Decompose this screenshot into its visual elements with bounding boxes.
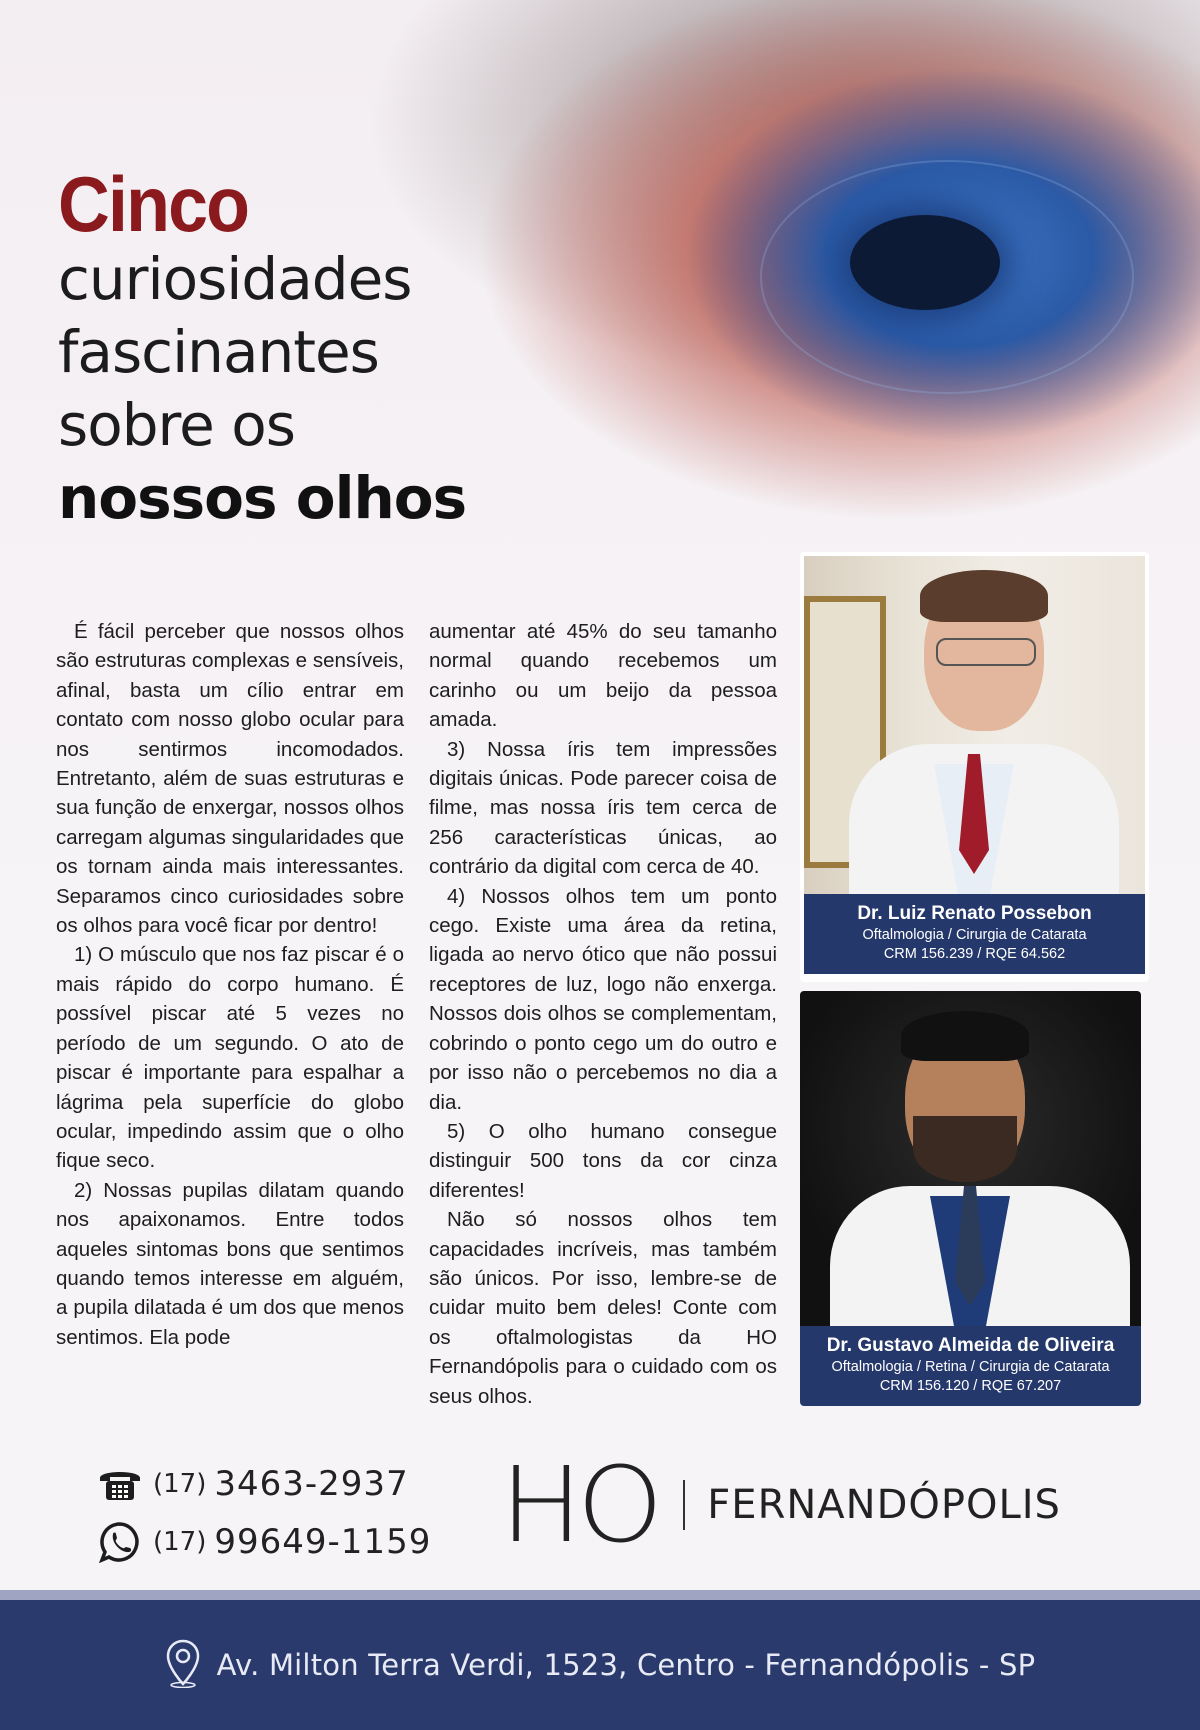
- footer-divider: [0, 1590, 1200, 1600]
- doctor-caption: [804, 894, 1145, 974]
- location-pin-icon: [165, 1638, 201, 1692]
- article-paragraph: 5) O olho humano consegue distinguir 500 tons da cor cinza diferentes!: [429, 1119, 777, 1202]
- whatsapp-number: 99649-1159: [214, 1522, 432, 1562]
- beard: [913, 1116, 1017, 1182]
- headline-line: sobre os: [58, 391, 295, 459]
- doctor-registration: CRM 156.239 / RQE 64.562: [883, 946, 1066, 962]
- logo-city: FERNANDÓPOLIS: [707, 1482, 1061, 1528]
- doctor-photo: [800, 991, 1141, 1326]
- article-paragraph: 1) O músculo que nos faz piscar é o mais rápido do corpo humano. É possível piscar até 5 vezes no período de um segundo. O ato de piscar é importante para espalhar a lágrima pela superfície do globo ocular, impedindo assim que o olho fique seco.: [56, 943, 404, 1173]
- whatsapp-row[interactable]: [95, 1513, 431, 1571]
- doctor-specialty: Oftalmologia / Cirurgia de Catarata: [862, 927, 1087, 943]
- phone-number: 3463-2937: [214, 1464, 409, 1504]
- phone-area-code: (17): [153, 1469, 207, 1499]
- phone-icon: [95, 1462, 145, 1506]
- doctor-registration: CRM 156.120 / RQE 67.207: [879, 1378, 1062, 1394]
- doctor-specialty: Oftalmologia / Retina / Cirurgia de Catarata: [831, 1359, 1110, 1375]
- logo-divider: [683, 1480, 685, 1530]
- footer-address: Av. Milton Terra Verdi, 1523, Centro - Fernandópolis - SP: [216, 1648, 1036, 1682]
- face: [905, 1021, 1025, 1181]
- whatsapp-area-code: (17): [153, 1527, 207, 1557]
- face: [924, 576, 1044, 731]
- hair: [901, 1011, 1029, 1061]
- doctor-caption: [800, 1326, 1141, 1406]
- headline-line: fascinantes: [58, 318, 379, 386]
- article-column-1: [56, 617, 404, 1352]
- hair: [920, 570, 1048, 622]
- article-paragraph: aumentar até 45% do seu tamanho normal quando recebemos um carinho ou um beijo da pessoa amada.: [429, 620, 777, 732]
- whatsapp-icon: [95, 1520, 145, 1564]
- headline-highlight: Cinco: [58, 160, 249, 248]
- doctor-card: [800, 991, 1141, 1406]
- article-paragraph: 2) Nossas pupilas dilatam quando nos apaixonamos. Entre todos aqueles sintomas bons que sentimos quando temos interesse em alguém, a pupila dilatada é um dos que menos sentimos. Ela pode: [56, 1178, 404, 1349]
- article-paragraph: É fácil perceber que nossos olhos são estruturas complexas e sensíveis, afinal, basta um cílio entrar em contato com nosso globo ocular para nos sentirmos incomodados. Entretanto, além de suas estruturas e sua função de enxergar, nossos olhos carregam algumas singularidades que os tornam ainda mais interessantes. Separamos cinco curiosidades sobre os olhos para você ficar por dentro!: [56, 620, 404, 938]
- article-paragraph: 4) Nossos olhos tem um ponto cego. Existe uma área da retina, ligada ao nervo ótico que não possui receptores de luz, logo não enxerga. Nossos dois olhos se complementam, cobrindo o ponto cego um do outro e por isso não o percebemos no dia a dia.: [429, 884, 777, 1114]
- footer-bar: [0, 1600, 1200, 1730]
- phone-row[interactable]: [95, 1455, 431, 1513]
- headline-line: curiosidades: [58, 245, 412, 313]
- article-column-2: [429, 617, 777, 1411]
- article-paragraph: 3) Nossa íris tem impressões digitais únicas. Pode parecer coisa de filme, mas nossa íris tem cerca de 256 características únicas, ao contrário da digital com cerca de 40.: [429, 737, 777, 879]
- clinic-logo: [500, 1444, 1061, 1566]
- doctor-name: Dr. Luiz Renato Possebon: [857, 903, 1092, 924]
- doctor-name: Dr. Gustavo Almeida de Oliveira: [826, 1335, 1115, 1356]
- headline-bold: nossos olhos: [58, 464, 467, 532]
- contact-block: [95, 1455, 431, 1571]
- glasses: [936, 638, 1036, 666]
- logo-mark: HO: [500, 1444, 658, 1566]
- article-paragraph: Não só nossos olhos tem capacidades incríveis, mas também são únicos. Por isso, lembre-se de cuidar muito bem deles! Conte com os oftalmologistas da HO Fernandópolis para o cuidado com os seus olhos.: [429, 1208, 777, 1408]
- eye-pupil: [850, 215, 1000, 310]
- doctor-card: [800, 552, 1149, 982]
- headline: [58, 160, 467, 535]
- doctor-photo: [804, 556, 1145, 894]
